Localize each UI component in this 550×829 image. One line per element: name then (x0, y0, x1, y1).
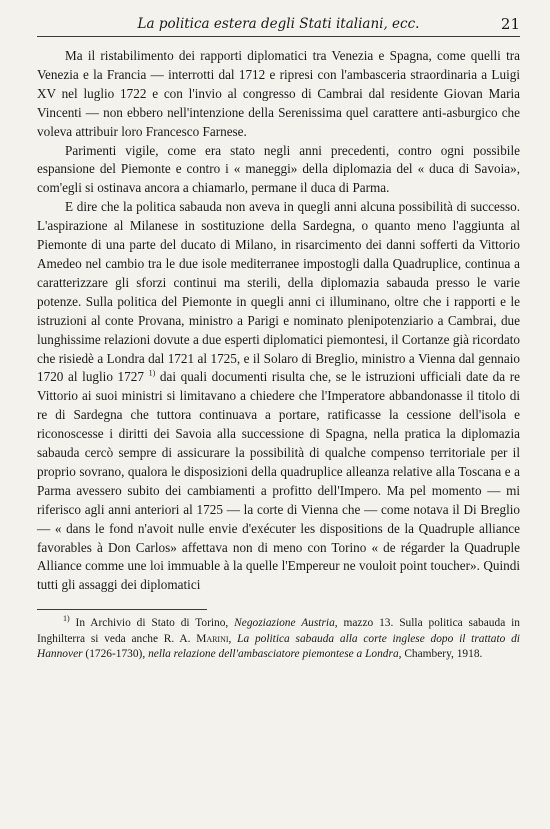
paragraph-2: Parimenti vigile, come era stato negli anni precedenti, contro ogni possibile espansione del Piemonte e contro i « maneggi» della diplomazia del « duca di Savoia», com'egli si ostinava ancora a chiamarlo, permane il duca di Parma. (37, 142, 520, 196)
page-number: 21 (500, 15, 520, 33)
footnote-author: Marini (196, 632, 229, 645)
paragraph-3-part-2: dai quali documenti risulta che, se le istruzioni ufficiali date da re Vittorio ai suoi ministri si limitavano a chiedere che l'Imperatore abbandonasse il titolo di re di Sardegna che tuttora continuava a portare, ratificasse la cessione dell'isola e riconoscesse i diritti dei Savoia alla successione di Spagna, nella pratica la diplomazia sabauda cercò sempre di assicurare la possibilità di qualche compenso territoriale per il proprio sovrano, qualora le disposizioni della quadruplice alleanza relative alla Toscana e a Parma avessero subito dei cambiamenti a profitto dell'Impero. Ma pel momento — mi riferisco agli anni anteriori al 1725 — la corte di Vienna che — come notava il Di Breglio — « dans le fond n'avoit nulle envie d'exécuter les dispositions de la Quadruple alliance favorables à Don Carlos» affettava non di meno con Torino « de régarder la Quadruple Alliance comme une loi immuable à la quelle l'Empereur ne vouloit point toucher». Quindi tutti gli assaggi dei diplomatici (37, 369, 520, 593)
paragraph-3 (37, 198, 520, 595)
footnote (37, 616, 520, 663)
footnote-text-e: Chambery, 1918. (401, 648, 483, 661)
footnote-text-b: mazzo 13. Sulla politica sabauda in Inghilterra si veda anche R. A. (37, 617, 520, 645)
footnote-work-subtitle: nella relazione dell'ambasciatore piemontese a Londra, (148, 648, 402, 661)
footnote-mark: 1) (63, 614, 70, 624)
footnote-archive-series: Negoziazione Austria, (234, 617, 338, 630)
running-title: La politica estera degli Stati italiani, ecc. (137, 16, 420, 32)
running-head (37, 14, 520, 37)
footnote-text-c: , (228, 632, 238, 645)
footnote-rule (37, 609, 207, 610)
footnote-work-title: La politica sabauda alla corte inglese dopo il trattato di Hannover (37, 632, 520, 661)
body-text (37, 47, 520, 595)
footnote-reference: 1) (148, 369, 156, 379)
footnote-text-d: (1726-1730), (82, 648, 149, 661)
paragraph-3-part-1: E dire che la politica sabauda non aveva in quegli anni alcuna possibilità di successo. L'aspirazione al Milanese in sostituzione della Sardegna, o quanto meno l'aggiunta al Piemonte di una parte del ducato di Milano, in risarcimento dei danni sofferti da Vittorio Amedeo nel cambio tra le due isole mediterranee impostogli dalla Quadruplice, continua a caratterizzare gli sforzi continui ma sterili, della diplomazia sabauda presso le varie potenze. Sulla politica del Piemonte in quegli anni ci illuminano, oltre che i rapporti e le istruzioni al conte Provana, ministro a Parigi e nominato plenipotenziario a Cambrai, due lunghissime relazioni dovute a due esperti diplomatici piemontesi, il Cortanze già ricordato che risiedè a Londra dal 1721 al 1725, e il Solaro di Breglio, ministro a Vienna dal gennaio 1720 al luglio 1727 (37, 199, 520, 385)
footnote-text-a: In Archivio di Stato di Torino, (69, 617, 235, 630)
paragraph-1: Ma il ristabilimento dei rapporti diplomatici tra Venezia e Spagna, come quelli tra Venezia e la Francia — interrotti dal 1712 e ripresi con l'ambasceria straordinaria a Luigi XV nel luglio 1722 e con l'invio al congresso di Cambrai dal residente Giovan Maria Vincenti — non ebbero nell'intenzione della Serenissima quel carattere anti-asburgico che voleva attribuir loro Francesco Farnese. (37, 48, 520, 139)
